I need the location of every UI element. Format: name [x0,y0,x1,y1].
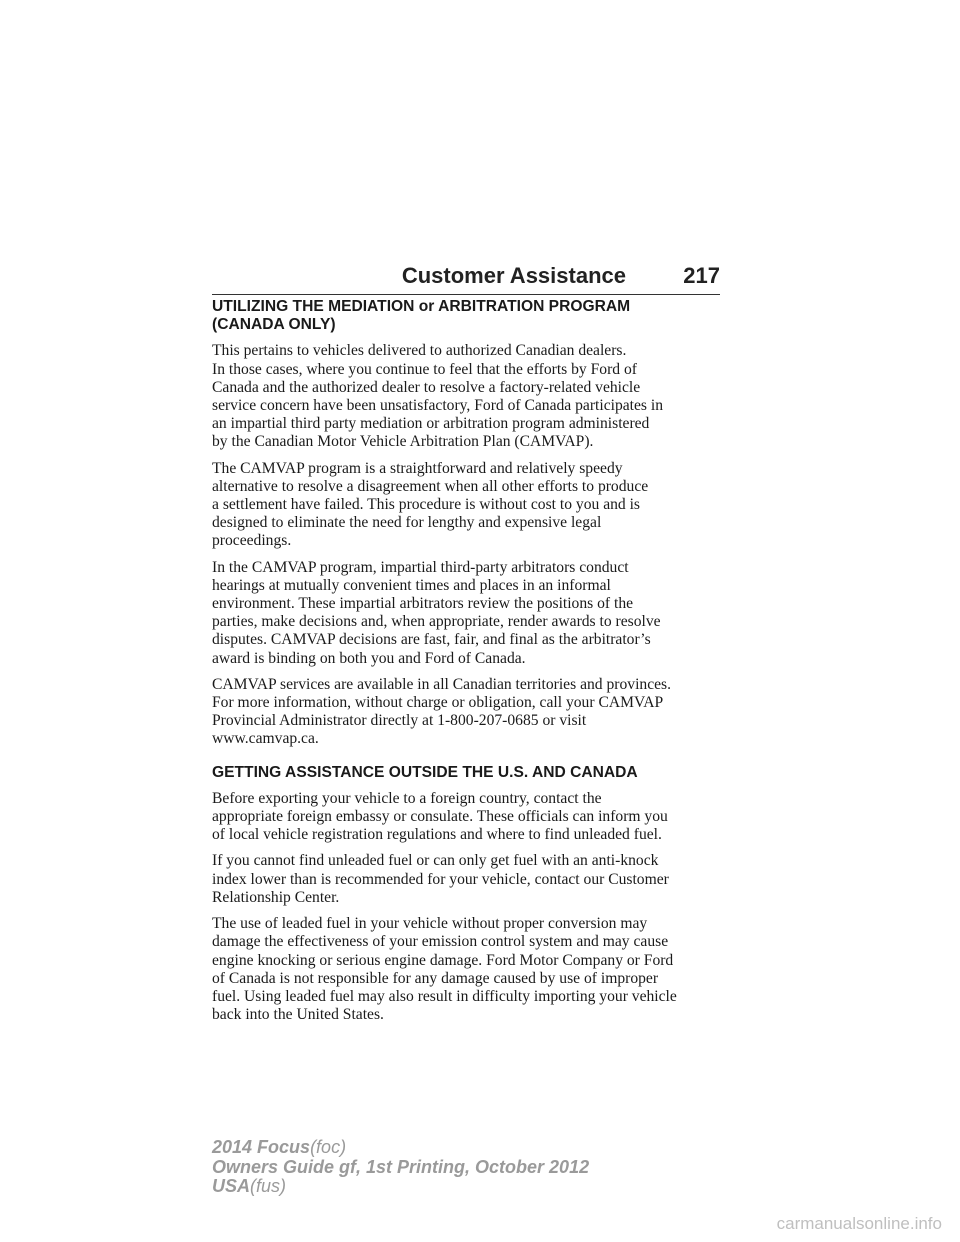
footer-market: USA [212,1176,251,1196]
page-header [212,254,720,295]
footer-model-code: (foc) [310,1137,347,1157]
paragraph: The CAMVAP program is a straightforward and relatively speedy alternative to resolve a disagreement when all other efforts to produce a settlement have failed. This procedure is without cost to you and is designed to eliminate the need for lengthy and expensive legal proceedings. [212,459,649,550]
watermark-text: carmanualsonline.info [776,1214,942,1233]
paragraph: If you cannot find unleaded fuel or can only get fuel with an anti-knock index lower than is recommended for your vehicle, contact our Customer Relationship Center. [212,852,669,906]
footer-market-code: (fus) [250,1176,287,1196]
section-title: Customer Assistance [401,263,626,288]
paragraph: Before exporting your vehicle to a foreign country, contact the appropriate foreign embassy or consulate. These officials can inform you of local vehicle registration regulations and where to find unleaded fuel. [212,789,668,844]
print-footer [212,1138,589,1197]
section-heading: GETTING ASSISTANCE OUTSIDE THE U.S. AND CANADA [212,763,638,781]
page-content [212,298,724,1032]
paragraph: CAMVAP services are available in all Canadian territories and provinces. For more information, without charge or obligation, call your CAMVAP Provincial Administrator directly at 1-800-207-0685 or visit www.camvap.ca. [212,675,672,748]
page-number: 217 [683,263,720,288]
footer-line-market [212,1177,589,1197]
section-heading: UTILIZING THE MEDIATION or ARBITRATION PROGRAM (CANADA ONLY) [212,298,631,334]
footer-line-printing: Owners Guide gf, 1st Printing, October 2012 [212,1156,590,1177]
footer-model: 2014 Focus [212,1137,311,1157]
footer-line-model [212,1138,589,1158]
section-outside-assistance [212,764,724,1025]
paragraph: The use of leaded fuel in your vehicle without proper conversion may damage the effectiveness of your emission control system and may cause engine knocking or serious engine damage. Ford Motor Company or Ford of Canada is not responsible for any damage caused by use of improper fuel. Using leaded fuel may also result in difficulty importing your vehicle back into the United States. [212,915,677,1024]
section-mediation [212,298,724,749]
paragraph: In the CAMVAP program, impartial third-party arbitrators conduct hearings at mutually convenient times and places in an informal environment. These impartial arbitrators review the positions of the parties, make decisions and, when appropriate, render awards to resolve disputes. CAMVAP decisions are fast, fair, and final as the arbitrator’s award is binding on both you and Ford of Canada. [212,558,661,667]
paragraph: This pertains to vehicles delivered to authorized Canadian dealers. In those cases, where you continue to feel that the efforts by Ford of Canada and the authorized dealer to resolve a factory-related vehicle service concern have been unsatisfactory, Ford of Canada participates in an impartial third party mediation or arbitration program administered by the Canadian Motor Vehicle Arbitration Plan (CAMVAP). [212,342,664,451]
